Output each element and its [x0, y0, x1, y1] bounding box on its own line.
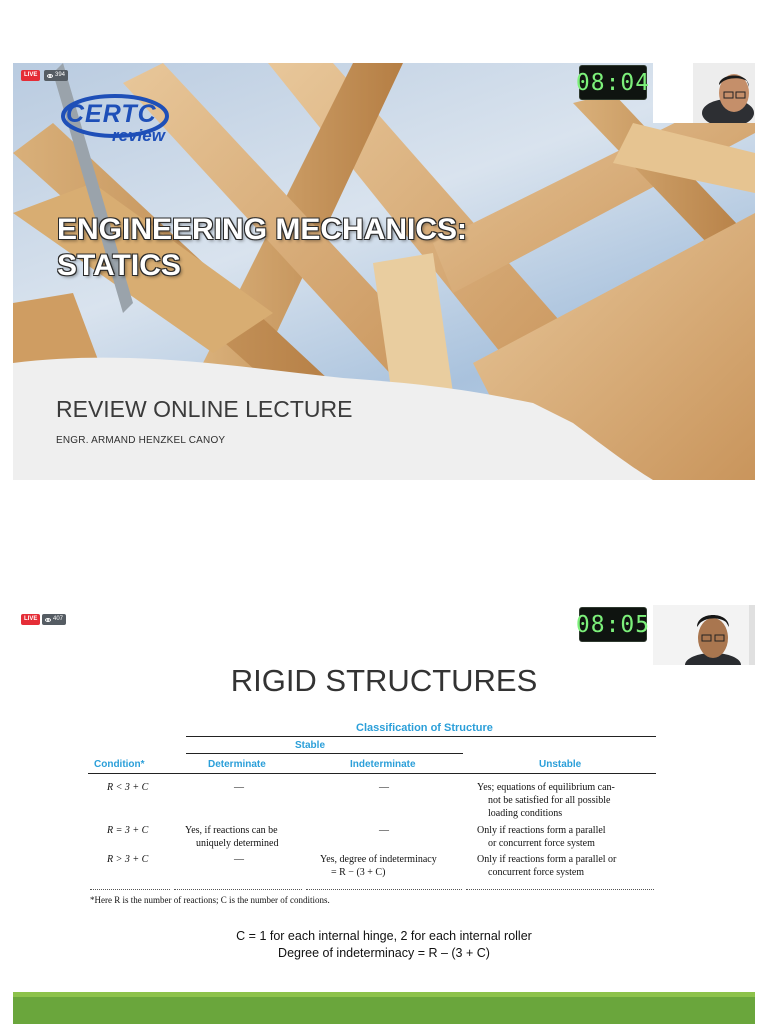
cell-line: Yes; equations of equilibrium can- — [477, 782, 615, 793]
table-dotted-rule — [90, 889, 170, 890]
table-cell-condition: R < 3 + C — [107, 782, 149, 793]
table-cell-indeterminate — [320, 853, 437, 879]
viewer-count-badge — [44, 70, 68, 81]
table-dotted-rule — [466, 889, 654, 890]
footer-green-accent — [13, 992, 755, 997]
course-title — [57, 212, 577, 284]
col-header-indeterminate: Indeterminate — [350, 759, 416, 770]
logo-text: CERTC — [66, 100, 157, 128]
col-header-unstable: Unstable — [539, 759, 582, 770]
cell-line: Yes, if reactions can be — [185, 825, 278, 836]
slide-1 — [13, 63, 755, 480]
cell-line: Only if reactions form a parallel or — [477, 854, 617, 865]
cell-line: or concurrent force system — [488, 838, 595, 849]
table-group-header: Classification of Structure — [356, 722, 493, 734]
session-timer: 08:05 — [579, 607, 647, 642]
cell-line: concurrent force system — [488, 867, 585, 878]
viewer-count: 407 — [53, 616, 64, 622]
webcam-video — [653, 605, 755, 665]
col-header-determinate: Determinate — [208, 759, 266, 770]
table-dotted-rule — [306, 889, 462, 890]
table-cell-unstable — [477, 781, 615, 820]
table-rule — [88, 773, 656, 774]
lecture-title: REVIEW ONLINE LECTURE — [56, 396, 353, 422]
classification-table — [88, 719, 658, 909]
viewer-count-badge — [42, 614, 66, 625]
note-line-2: Degree of indeterminacy = R – (3 + C) — [278, 946, 490, 960]
session-timer: 08:04 — [579, 65, 647, 100]
table-cell-unstable — [477, 853, 616, 879]
slide-2 — [13, 605, 755, 1024]
cell-line: Only if reactions form a parallel — [477, 825, 606, 836]
course-title-line-1: ENGINEERING MECHANICS: — [57, 213, 468, 246]
cell-line: loading conditions — [488, 808, 563, 819]
cell-line: uniquely determined — [196, 838, 279, 849]
eye-icon — [47, 74, 53, 78]
note-line-1: C = 1 for each internal hinge, 2 for each internal roller — [236, 929, 532, 943]
certc-review-logo — [60, 88, 190, 148]
cell-line: not be satisfied for all possible — [488, 795, 611, 806]
live-badge: LIVE — [21, 70, 40, 81]
table-cell-indeterminate: — — [379, 825, 389, 836]
table-stable-header: Stable — [295, 740, 326, 751]
table-cell-condition: R > 3 + C — [107, 854, 149, 865]
table-rule — [186, 736, 656, 737]
table-cell-determinate: — — [234, 854, 244, 865]
cell-line: = R − (3 + C) — [331, 867, 386, 878]
table-cell-indeterminate: — — [379, 782, 389, 793]
table-rule — [186, 753, 463, 754]
table-cell-determinate — [185, 824, 278, 850]
table-dotted-rule — [174, 889, 302, 890]
logo-subtext: review — [112, 126, 165, 145]
table-footnote: *Here R is the number of reactions; C is the number of conditions. — [90, 895, 330, 905]
course-title-line-2: STATICS — [57, 249, 181, 282]
presenter-avatar — [653, 63, 755, 123]
slide-title: RIGID STRUCTURES — [230, 663, 538, 698]
presenter-avatar — [653, 605, 755, 665]
webcam-video — [653, 63, 755, 123]
table-cell-condition: R = 3 + C — [107, 825, 149, 836]
eye-icon — [45, 618, 51, 622]
instructor-name: ENGR. ARMAND HENZKEL CANOY — [56, 435, 226, 446]
col-header-condition: Condition* — [94, 759, 145, 770]
table-cell-unstable — [477, 824, 606, 850]
table-cell-determinate: — — [234, 782, 244, 793]
live-badge: LIVE — [21, 614, 40, 625]
cell-line: Yes, degree of indeterminacy — [320, 854, 437, 865]
viewer-count: 394 — [55, 72, 66, 78]
